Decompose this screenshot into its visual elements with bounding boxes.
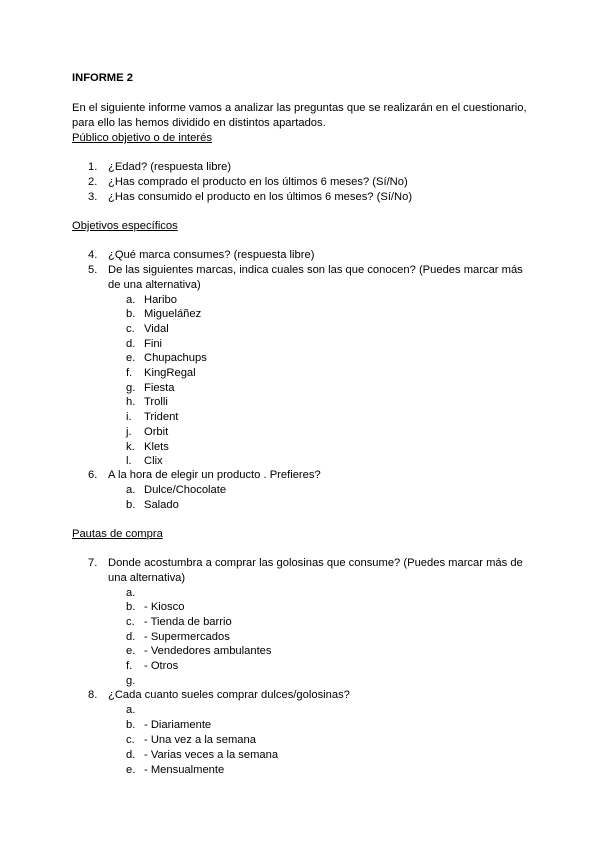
option-letter: a.: [126, 293, 136, 306]
option-letter: h.: [126, 396, 136, 409]
option-letter: c.: [126, 322, 135, 335]
option-text: Orbit: [144, 425, 169, 438]
option-letter: d.: [126, 337, 136, 350]
question-number: 5.: [88, 264, 98, 276]
question-text: ¿Has consumido el producto en los últimos 6 meses? (Sí/No): [108, 191, 413, 203]
option-text: - Tienda de barrio: [144, 615, 232, 628]
option-text: - Diariamente: [144, 718, 212, 731]
section-heading: Objetivos específicos: [72, 220, 178, 232]
option-letter: g.: [126, 381, 136, 394]
option-letter: j.: [126, 425, 132, 438]
question-text: ¿Cada cuanto sueles comprar dulces/golosinas?: [108, 689, 350, 701]
option-letter: e.: [126, 352, 136, 365]
option-letter: e.: [126, 764, 136, 777]
option-text: Klets: [144, 440, 169, 453]
question-number: 3.: [88, 191, 98, 203]
intro-line: para ello las hemos dividido en distintos apartados.: [72, 117, 326, 129]
option-text: Chupachups: [144, 352, 207, 365]
section-heading: Público objetivo o de interés: [72, 132, 212, 144]
option-text: - Una vez a la semana: [144, 733, 256, 746]
option-letter: c.: [126, 733, 135, 746]
option-letter: d.: [126, 749, 136, 762]
question-text: ¿Has comprado el producto en los últimos 6 meses? (Sí/No): [108, 176, 408, 188]
question-number: 1.: [88, 161, 98, 173]
option-letter: c.: [126, 615, 135, 628]
option-letter: f.: [126, 367, 133, 379]
option-text: Clix: [144, 455, 163, 468]
option-letter: k.: [126, 440, 135, 453]
option-letter: b.: [126, 601, 136, 614]
option-text: Salado: [144, 498, 179, 511]
question-text: ¿Qué marca consumes? (respuesta libre): [108, 249, 315, 261]
option-text: Dulce/Chocolate: [144, 484, 227, 496]
option-text: - Otros: [144, 660, 179, 672]
option-text: Trident: [144, 411, 179, 424]
option-letter: b.: [126, 718, 136, 731]
option-text: - Vendedores ambulantes: [144, 645, 272, 658]
question-number: 6.: [88, 469, 98, 481]
option-letter: a.: [126, 586, 136, 599]
option-letter: g.: [126, 674, 136, 687]
option-letter: e.: [126, 645, 136, 658]
section-heading: Pautas de compra: [72, 528, 163, 540]
option-letter: l.: [126, 455, 132, 468]
question-number: 7.: [88, 557, 98, 569]
option-letter: a.: [126, 484, 136, 496]
question-text: A la hora de elegir un producto . Prefieres?: [108, 469, 321, 481]
option-text: Vidal: [144, 322, 169, 335]
option-letter: i.: [126, 411, 132, 424]
intro-line: En el siguiente informe vamos a analizar las preguntas que se realizarán en el cuestionario,: [72, 102, 527, 114]
question-number: 4.: [88, 249, 98, 261]
option-letter: a.: [126, 703, 136, 716]
question-text: de una alternativa): [108, 279, 201, 291]
option-text: Fini: [144, 337, 163, 350]
option-letter: d.: [126, 630, 136, 643]
option-text: - Kiosco: [144, 601, 185, 614]
option-text: KingRegal: [144, 367, 196, 379]
option-text: Migueláñez: [144, 308, 202, 321]
question-text: Donde acostumbra a comprar las golosinas que consume? (Puedes marcar más de: [108, 557, 523, 569]
question-text: ¿Edad? (respuesta libre): [108, 161, 232, 173]
question-number: 8.: [88, 689, 98, 701]
option-letter: b.: [126, 498, 136, 511]
option-text: Haribo: [144, 293, 177, 306]
question-number: 2.: [88, 176, 98, 188]
question-text: De las siguientes marcas, indica cuales son las que conocen? (Puedes marcar más: [108, 264, 523, 276]
option-text: Trolli: [144, 396, 168, 409]
option-text: - Mensualmente: [144, 764, 225, 777]
question-text: una alternativa): [108, 572, 186, 584]
document-title: INFORME 2: [72, 72, 133, 84]
option-letter: b.: [126, 308, 136, 321]
option-text: Fiesta: [144, 381, 175, 394]
option-text: - Supermercados: [144, 630, 230, 643]
option-letter: f.: [126, 660, 133, 672]
option-text: - Varias veces a la semana: [144, 749, 279, 762]
